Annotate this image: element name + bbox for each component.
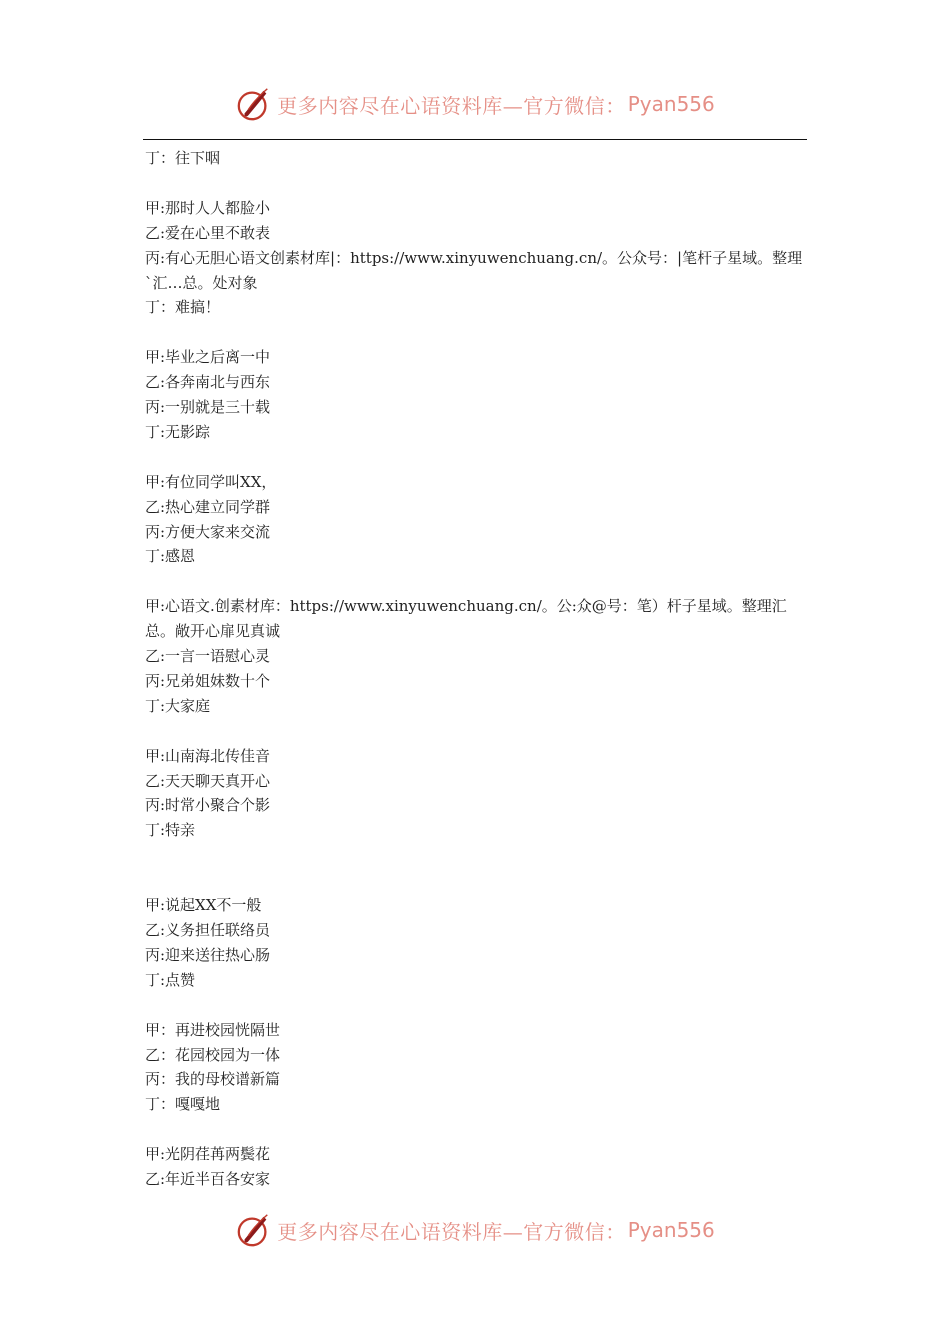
text-line: 甲:毕业之后离一中 — [145, 348, 271, 367]
header-banner — [0, 82, 950, 126]
stanza — [145, 594, 809, 719]
footer-banner — [0, 1208, 950, 1252]
text-line: 甲:光阴荏苒两鬓花 — [145, 1145, 271, 1164]
stanza — [145, 744, 809, 844]
text-line: 乙:热心建立同学群 — [145, 497, 271, 516]
footer-banner-id: Pyan556 — [627, 1218, 715, 1242]
stanza — [145, 1018, 809, 1118]
text-line: 甲:有位同学叫XX， — [145, 472, 277, 491]
text-line: 乙:天天聊天真开心 — [145, 771, 271, 790]
text-line: 丁:特亲 — [145, 821, 196, 840]
stanza — [145, 196, 809, 321]
stanza — [145, 1142, 809, 1192]
text-line: 丁:无影踪 — [145, 422, 211, 441]
text-line: 丙:方便大家来交流 — [145, 522, 271, 541]
text-line: 丙:迎来送往热心肠 — [145, 945, 271, 964]
text-line: 丙：我的母校谱新篇 — [145, 1070, 281, 1089]
text-line: 丁：难搞！ — [145, 298, 221, 317]
header-banner-id: Pyan556 — [627, 92, 715, 116]
stanza — [145, 893, 809, 993]
text-line: 乙:一言一语慰心灵 — [145, 647, 271, 666]
text-line: 甲:山南海北传佳音 — [145, 746, 271, 765]
text-line: 甲:那时人人都脸小 — [145, 198, 271, 217]
header-rule — [143, 139, 807, 140]
text-line: 丁:大家庭 — [145, 696, 211, 715]
text-line: 甲:说起XX不一般 — [145, 896, 262, 915]
text-line: 丙:有心无胆心语文创素材库|：https://www.xinyuwenchuang.cn/。公众号：|笔杆子星域。整理`汇…总。处对象 — [145, 248, 803, 292]
text-line: 乙:各奔南北与西东 — [145, 373, 271, 392]
text-line: 乙:爱在心里不敢表 — [145, 223, 271, 242]
text-line: 乙:年近半百各安家 — [145, 1170, 271, 1189]
text-line: 丁:点赞 — [145, 970, 196, 989]
text-line: 丙:时常小聚合个影 — [145, 796, 271, 815]
text-line: 乙：花园校园为一体 — [145, 1045, 281, 1064]
stanza — [145, 345, 809, 445]
stanza — [145, 146, 809, 171]
header-banner-text: 更多内容尽在心语资料库—官方微信： — [277, 93, 626, 118]
stanza — [145, 470, 809, 570]
text-line: 甲：再进校园恍隔世 — [145, 1020, 281, 1039]
quill-logo-icon — [235, 85, 273, 123]
text-line: 丙:兄弟姐妹数十个 — [145, 671, 271, 690]
text-line: 乙:义务担任联络员 — [145, 921, 271, 939]
document-body — [145, 146, 809, 1217]
text-line: 丁:感恩 — [145, 547, 196, 566]
text-line: 丁：往下咽 — [145, 149, 221, 167]
text-line: 丙:一别就是三十载 — [145, 398, 271, 417]
text-line: 甲:心语文.创素材库：https://www.xinyuwenchuang.cn/。公:众@号：笔）杆子星域。整理汇总。敞开心扉见真诚 — [145, 597, 787, 641]
text-line: 丁：嘎嘎地 — [145, 1095, 221, 1114]
quill-logo-icon — [235, 1211, 273, 1249]
footer-banner-text: 更多内容尽在心语资料库—官方微信： — [277, 1219, 626, 1244]
